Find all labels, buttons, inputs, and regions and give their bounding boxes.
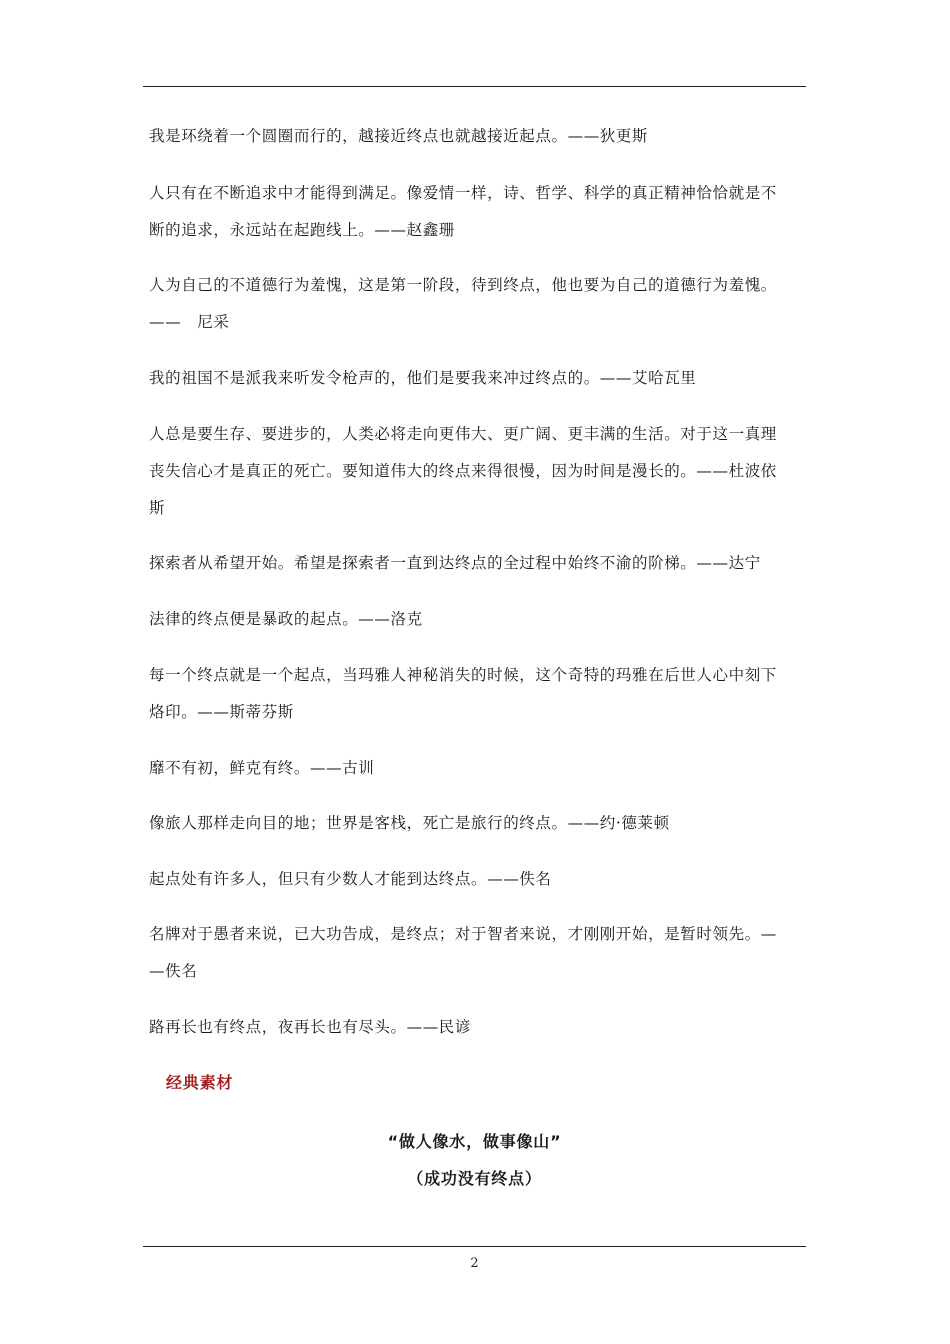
quote-line: 斯 bbox=[149, 499, 166, 517]
quote-line: 起点处有许多人，但只有少数人才能到达终点。——佚名 bbox=[149, 870, 552, 888]
quote-paragraph bbox=[149, 118, 804, 155]
quote-line: 人为自己的不道德行为羞愧，这是第一阶段，待到终点，他也要为自己的道德行为羞愧。 bbox=[149, 276, 777, 294]
quote-line: 断的追求，永远站在起跑线上。——赵鑫珊 bbox=[149, 221, 455, 239]
quote-line: 丧失信心才是真正的死亡。要知道伟大的终点来得很慢，因为时间是漫长的。——杜波依 bbox=[149, 462, 777, 480]
quote-paragraph bbox=[149, 657, 804, 731]
quote-paragraph bbox=[149, 601, 804, 638]
quote-paragraph bbox=[149, 805, 804, 842]
quote-line: —佚名 bbox=[149, 962, 198, 980]
quote-line: 人只有在不断追求中才能得到满足。像爱情一样，诗、哲学、科学的真正精神恰恰就是不 bbox=[149, 184, 777, 202]
quote-line: 我是环绕着一个圆圈而行的，越接近终点也就越接近起点。——狄更斯 bbox=[149, 127, 649, 145]
quote-paragraph bbox=[149, 175, 804, 249]
quote-paragraph bbox=[149, 861, 804, 898]
quote-line: 名牌对于愚者来说，已大功告成，是终点；对于智者来说，才刚刚开始，是暂时领先。— bbox=[149, 925, 777, 943]
quote-line: 路再长也有终点，夜再长也有尽头。——民谚 bbox=[149, 1018, 472, 1036]
quote-line: 法律的终点便是暴政的起点。——洛克 bbox=[149, 610, 423, 628]
quote-line: 烙印。——斯蒂芬斯 bbox=[149, 703, 294, 721]
quote-paragraph bbox=[149, 267, 804, 341]
header-rule bbox=[143, 86, 806, 87]
page-number: 2 bbox=[470, 1256, 479, 1271]
quote-line: 探索者从希望开始。希望是探索者一直到达终点的全过程中始终不渝的阶梯。——达宁 bbox=[149, 554, 761, 572]
article-title: “做人像水，做事像山” bbox=[387, 1132, 562, 1151]
quote-paragraph bbox=[149, 416, 804, 527]
quote-paragraph bbox=[149, 360, 804, 397]
section-heading: 经典素材 bbox=[166, 1073, 234, 1092]
quote-paragraph bbox=[149, 1009, 804, 1046]
article-subtitle: （成功没有终点） bbox=[407, 1169, 542, 1188]
quote-line: 每一个终点就是一个起点，当玛雅人神秘消失的时候，这个奇特的玛雅在后世人心中刻下 bbox=[149, 666, 777, 684]
quote-line: 靡不有初，鲜克有终。——古训 bbox=[149, 759, 375, 777]
quote-line: —— 尼采 bbox=[149, 313, 230, 331]
quote-paragraph bbox=[149, 750, 804, 787]
quote-paragraph bbox=[149, 545, 804, 582]
footer-rule bbox=[143, 1246, 806, 1247]
quote-paragraph bbox=[149, 916, 804, 990]
quote-line: 像旅人那样走向目的地；世界是客栈，死亡是旅行的终点。——约·德莱顿 bbox=[149, 814, 670, 832]
quote-line: 人总是要生存、要进步的，人类必将走向更伟大、更广阔、更丰满的生活。对于这一真理 bbox=[149, 425, 777, 443]
quote-line: 我的祖国不是派我来听发令枪声的，他们是要我来冲过终点的。——艾哈瓦里 bbox=[149, 369, 697, 387]
